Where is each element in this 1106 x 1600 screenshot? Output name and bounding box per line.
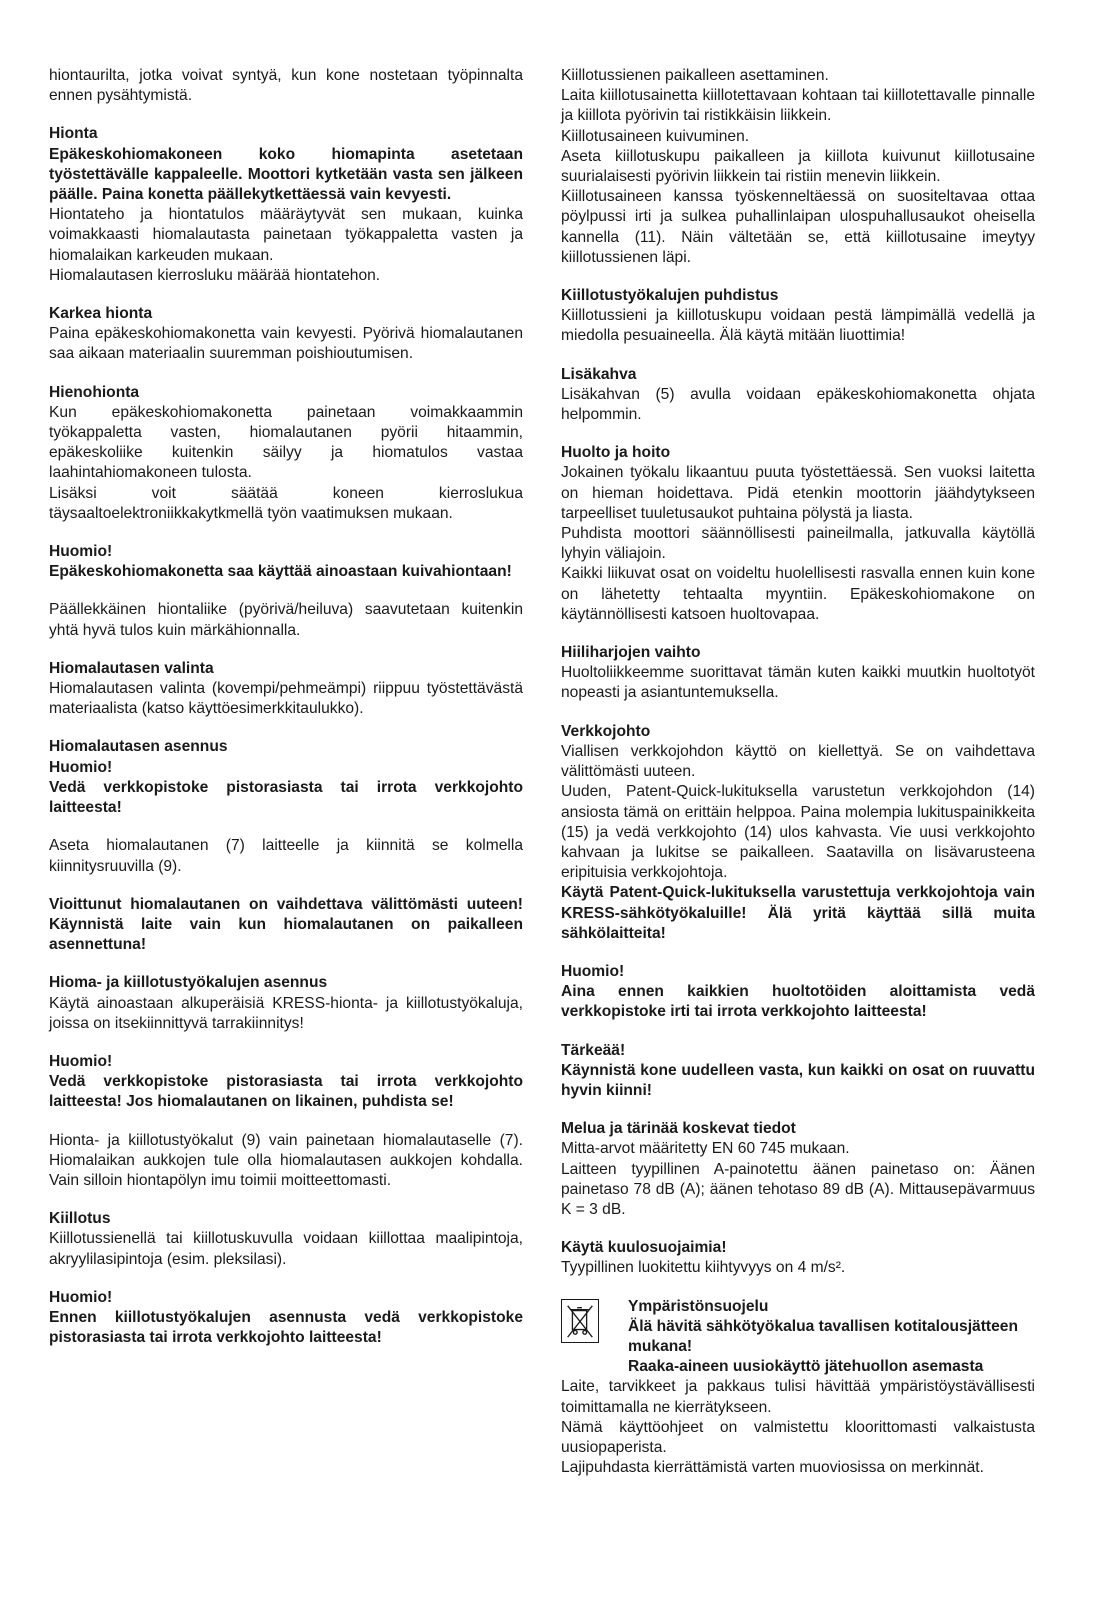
section-heading: Huomio! <box>49 543 113 561</box>
section-heading: Hionta <box>49 125 98 143</box>
section-heading: Huomio! <box>561 962 625 980</box>
paragraph: Kiillotussienellä tai kiillotuskuvulla voidaan kiillottaa maalipintoja, akryylilasipintoja (esim. pleksilasi). <box>49 1230 523 1268</box>
section <box>561 1119 1035 1220</box>
paragraph: Tyypillinen luokitettu kiihtyvyys on 4 m/s². <box>561 1259 846 1277</box>
section-heading: Kiillotustyökalujen puhdistus <box>561 287 779 305</box>
bold-paragraph: Epäkeskohiomakonetta saa käyttää ainoastaan kuivahiontaan! <box>49 563 512 581</box>
paragraph: Hiomalautasen valinta (kovempi/pehmeämpi) riippuu työstettävästä materiaalista (katso käyttöesimerkkitaulukko). <box>49 680 523 718</box>
section <box>561 643 1035 704</box>
section <box>49 1131 523 1192</box>
section <box>561 443 1035 625</box>
environment-section <box>561 1297 1035 1479</box>
section-heading: Hiomalautasen valinta <box>49 659 214 677</box>
section <box>49 1209 523 1270</box>
bold-paragraph: Vedä verkkopistoke pistorasiasta tai irrota verkkojohto laitteesta! Jos hiomalautanen on likainen, puhdista se! <box>49 1073 523 1111</box>
environment-warning: Älä hävitä sähkötyökalua tavallisen kotitalousjätteen mukana! <box>628 1317 1018 1355</box>
section <box>49 304 523 365</box>
bold-paragraph: Aina ennen kaikkien huoltotöiden aloittamista vedä verkkopistoke irti tai irrota verkkojohto laitteesta! <box>561 983 1035 1021</box>
paragraph: Mitta-arvot määritetty EN 60 745 mukaan. <box>561 1140 850 1158</box>
section <box>561 286 1035 347</box>
section <box>561 722 1035 944</box>
paragraph: Puhdista moottori säännöllisesti paineilmalla, jatkuvalla käytöllä lyhyin väliajoin. <box>561 525 1035 563</box>
section <box>49 542 523 582</box>
paragraph: Jokainen työkalu likaantuu puuta työstettäessä. Sen vuoksi laitetta on hieman hoidettava. Pidä etenkin moottorin jäähdytykseen tarpeelliset tuuletusaukot puhtaina pölystä ja liasta. <box>561 464 1035 522</box>
bold-paragraph: Vedä verkkopistoke pistorasiasta tai irrota verkkojohto laitteesta! <box>49 778 523 817</box>
paragraph: Aseta kiillotuskupu paikalleen ja kiillota kuivunut kiillotusaine suurialaisesti pyörivin liikkein tai ristiin menevin liikkein. <box>561 147 1035 186</box>
paragraph: Kun epäkeskohiomakonetta painetaan voimakkaammin työkappaletta vasten, hiomalautanen pyörii hitaammin, epäkeskoliike kuitenkin säilyy ja hiomatulos vastaa laahintahiomakoneen tulosta. <box>49 403 523 482</box>
paragraph: Laitteen tyypillinen A-painotettu äänen painetaso on: Äänen painetaso 78 dB (A); äänen tehotaso 89 dB (A). Mittausepävarmuus K = 3 dB. <box>561 1160 1035 1218</box>
paragraph: Kiillotusaineen kanssa työskenneltäessä on suositeltavaa ottaa pöylpussi irti ja sulkea puhallinlaipan ulospuhallusaukot oheisella kannella (11). Näin vältetään se, että kiillotusaine imeytyy kiillotussienen läpi. <box>561 188 1035 266</box>
paragraph: Uuden, Patent-Quick-lukituksella varustetun verkkojohdon (14) ansiosta tämä on erittäin helppoa. Paina molempia lukituspainikkeita (15) ja vedä verkkojohto (14) ulos kahvasta. Vie uusi verkkojohto kahvaan ja lukitse se paikalleen. Saatavilla on lisävarusteena eripituisia verkkojohtoja. <box>561 783 1035 882</box>
section-heading: Lisäkahva <box>561 365 637 383</box>
paragraph: Käytä ainoastaan alkuperäisiä KRESS-hionta- ja kiillotustyökaluja, joissa on itsekiinnittyvä tarrakiinnitys! <box>49 994 523 1032</box>
section <box>49 124 523 286</box>
crossed-out-wheelie-bin-icon <box>561 1299 599 1343</box>
bold-paragraph: Vioittunut hiomalautanen on vaihdettava välittömästi uuteen! Käynnistä laite vain kun hiomalautanen on paikalleen asennettuna! <box>49 895 523 954</box>
section-heading: Käytä kuulosuojaimia! <box>561 1239 727 1257</box>
section <box>49 383 523 524</box>
section-heading: Hienohionta <box>49 383 140 401</box>
paragraph: Lisäksi voit säätää koneen kierroslukua täysaaltoelektroniikkakytkmellä työn vaatimuksen mukaan. <box>49 484 523 522</box>
paragraph: hiontaurilta, jotka voivat syntyä, kun kone nostetaan työpinnalta ennen pysähtymistä. <box>49 67 523 105</box>
section <box>49 895 523 956</box>
paragraph: Hionta- ja kiillotustyökalut (9) vain painetaan hiomalautaselle (7). Hiomalaikan aukkojen tule olla hiomalautasen aukkojen kohdalla. Vain silloin hiontapölyn imu toimii moitteettomasti. <box>49 1131 523 1189</box>
paragraph: Viallisen verkkojohdon käyttö on kiellettyä. Se on vaihdettava välittömästi uuteen. <box>561 742 1035 781</box>
paragraph: Kiillotusaineen kuivuminen. <box>561 127 750 145</box>
section-heading: Verkkojohto <box>561 722 651 740</box>
section <box>49 836 523 876</box>
section <box>49 973 523 1034</box>
paragraph: Kiillotussienen paikalleen asettaminen. <box>561 67 829 84</box>
environment-heading: Ympäristönsuojelu <box>628 1297 769 1315</box>
environment-subheading: Raaka-aineen uusiokäyttö jätehuollon asemasta <box>628 1358 984 1376</box>
section-heading: Hiiliharjojen vaihto <box>561 644 701 662</box>
left-column <box>49 66 523 1366</box>
paragraph: Kiillotussieni ja kiillotuskupu voidaan pestä lämpimällä vedellä ja miedolla pesuaineella. Älä käytä mitään liuottimia! <box>561 307 1035 345</box>
paragraph: Paina epäkeskohiomakonetta vain kevyesti. Pyörivä hiomalautanen saa aikaan materiaalin suuremman poishioutumisen. <box>49 325 523 363</box>
section <box>49 659 523 720</box>
section-heading: Hiomalautasen asennus <box>49 738 228 756</box>
section-heading: Karkea hionta <box>49 305 153 323</box>
section <box>49 66 523 106</box>
section-heading: Tärkeää! <box>561 1041 626 1059</box>
environment-paragraph: Lajipuhdasta kierrättämistä varten muoviosissa on merkinnät. <box>561 1459 984 1477</box>
section <box>561 365 1035 426</box>
section <box>561 1238 1035 1278</box>
paragraph: Hiomalautasen kierrosluku määrää hiontatehon. <box>49 266 381 284</box>
paragraph: Lisäkahvan (5) avulla voidaan epäkeskohiomakonetta ohjata helpommin. <box>561 385 1035 424</box>
paragraph: Hiontateho ja hiontatulos määräytyvät sen mukaan, kuinka voimakkaasti hiomalautasta painetaan työkappaletta vasten ja hiomalaikan karkeuden mukaan. <box>49 206 523 264</box>
paragraph: Laita kiillotusainetta kiillotettavaan kohtaan tai kiillotettavalle pinnalle ja kiillota pyörivin tai ristikkäisin liikkein. <box>561 87 1035 125</box>
bold-paragraph: Ennen kiillotustyökalujen asennusta vedä verkkopistoke pistorasiasta tai irrota verkkojohto laitteesta! <box>49 1308 523 1347</box>
bold-paragraph: Käynnistä kone uudelleen vasta, kun kaikki on osat on ruuvattu hyvin kiinni! <box>561 1061 1035 1099</box>
section <box>49 1288 523 1349</box>
section-heading: Hioma- ja kiillotustyökalujen asennus <box>49 974 328 992</box>
paragraph: Kaikki liikuvat osat on voideltu huolellisesti rasvalla ennen kuin kone on lähetetty tehtaalta myyntiin. Epäkeskohiomakone on käytännöllisesti katsoen huoltovapaa. <box>561 565 1035 623</box>
bold-paragraph: Epäkeskohiomakoneen koko hiomapinta asetetaan työstettävälle kappaleelle. Moottori kytketään vasta sen jälkeen päälle. Paina konetta päällekytkettäessä vain kevyesti. <box>49 145 523 204</box>
paragraph: Huoltoliikkeemme suorittavat tämän kuten kaikki muutkin huoltotyöt nopeasti ja asiantuntemuksella. <box>561 664 1035 702</box>
paragraph: Aseta hiomalautanen (7) laitteelle ja kiinnitä se kolmella kiinnitysruuvilla (9). <box>49 837 523 875</box>
bold-paragraph: Huomio! <box>49 758 113 776</box>
section <box>561 962 1035 1023</box>
section <box>49 600 523 640</box>
bold-paragraph: Käytä Patent-Quick-lukituksella varustettuja verkkojohtoja vain KRESS-sähkötyökaluille! Älä yritä käyttää sillä muita sähkölaitteita! <box>561 884 1035 942</box>
section <box>49 1052 523 1113</box>
section-heading: Huolto ja hoito <box>561 444 671 462</box>
paragraph: Päällekkäinen hiontaliike (pyörivä/heiluva) saavutetaan kuitenkin yhtä hyvä tulos kuin märkähionnalla. <box>49 601 523 639</box>
section-heading: Huomio! <box>49 1052 113 1070</box>
section-heading: Huomio! <box>49 1288 113 1306</box>
right-column <box>561 66 1035 1496</box>
environment-paragraph: Nämä käyttöohjeet on valmistettu kloorittomasti valkaistusta uusiopaperista. <box>561 1418 1035 1456</box>
environment-paragraph: Laite, tarvikkeet ja pakkaus tulisi hävittää ympäristöystävällisesti toimittamalla ne kierrätykseen. <box>561 1378 1035 1416</box>
section <box>561 66 1035 268</box>
section-heading: Melua ja tärinää koskevat tiedot <box>561 1120 796 1138</box>
section <box>49 737 523 818</box>
section-heading: Kiillotus <box>49 1210 111 1228</box>
section <box>561 1041 1035 1102</box>
